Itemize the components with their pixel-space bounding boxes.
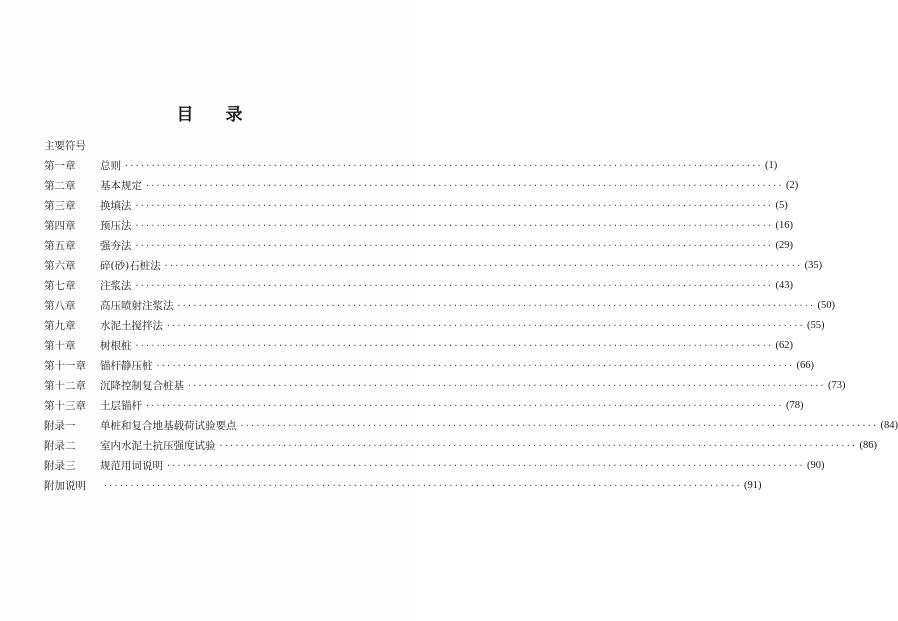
toc-entry-title: 基本规定 <box>100 180 142 192</box>
toc-entry-page: (73) <box>827 380 846 391</box>
toc-leader-dots: ························································································································ <box>103 481 741 490</box>
title-char-right: 录 <box>225 105 243 125</box>
toc-entry-number: 第一章 <box>44 160 76 172</box>
toc-entry-page: (90) <box>806 460 825 471</box>
toc-heading: 主要符号 <box>44 140 86 152</box>
toc-entry-number: 附录一 <box>44 420 76 432</box>
toc-leader-dots: ························································································································ <box>166 321 804 330</box>
toc-entry-title: 单桩和复合地基载荷试验要点 <box>100 420 237 432</box>
toc-entry-number: 第九章 <box>44 320 76 332</box>
toc-entry-number: 附录二 <box>44 440 76 452</box>
toc-entry <box>44 296 835 316</box>
toc-leader-dots: ························································································································ <box>134 281 773 290</box>
toc-entry-page: (43) <box>775 280 793 291</box>
toc-entry-title: 预压法 <box>100 220 132 232</box>
toc-leader-dots: ························································································································ <box>134 241 773 250</box>
page-title <box>0 100 419 125</box>
toc-entry <box>44 376 846 396</box>
toc-entry <box>44 156 778 176</box>
toc-leader-dots: ························································································································ <box>187 381 825 390</box>
toc-entry-number: 第五章 <box>44 240 76 252</box>
toc-entry-number: 第三章 <box>44 200 76 212</box>
toc-leader-dots: ························································································································ <box>134 341 773 350</box>
toc-entry-title: 沉降控制复合桩基 <box>100 380 184 392</box>
toc-entry-page: (2) <box>785 180 799 191</box>
toc-entry <box>44 336 793 356</box>
toc-entry-number: 第七章 <box>44 280 76 292</box>
toc-entry <box>44 436 877 456</box>
toc-list <box>44 156 898 496</box>
toc-leader-dots: ························································································································ <box>218 441 857 450</box>
toc-entry-title: 规范用词说明 <box>100 460 163 472</box>
toc-leader-dots: ························································································································ <box>124 161 762 170</box>
toc-entry-title: 锚杆静压桩 <box>100 360 153 372</box>
toc-entry-title: 高压喷射注浆法 <box>100 300 174 312</box>
toc-entry-title: 注浆法 <box>100 280 132 292</box>
toc-leader-dots: ························································································································ <box>155 361 794 370</box>
toc-entry-page: (55) <box>806 320 825 331</box>
toc-entry-page: (86) <box>859 440 877 451</box>
toc-entry <box>44 316 825 336</box>
toc-leader-dots: ························································································································ <box>163 261 802 270</box>
toc-entry-page: (62) <box>775 340 793 351</box>
toc-entry-number: 第十一章 <box>44 360 86 372</box>
toc-leader-dots: ························································································································ <box>145 181 783 190</box>
toc-entry <box>44 196 788 216</box>
toc-entry-title: 室内水泥土抗压强度试验 <box>100 440 216 452</box>
toc-entry-number: 附加说明 <box>44 480 86 492</box>
toc-entry-page: (35) <box>804 260 823 271</box>
title-char-left: 目 <box>176 105 194 125</box>
toc-entry <box>44 416 898 436</box>
toc-entry <box>44 356 814 376</box>
toc-entry-title: 土层锚杆 <box>100 400 142 412</box>
toc-entry-number: 第二章 <box>44 180 76 192</box>
toc-entry <box>44 396 804 416</box>
table-of-contents <box>44 136 898 496</box>
toc-entry-title: 碎(砂)石桩法 <box>100 260 161 272</box>
toc-leader-dots: ························································································································ <box>134 221 773 230</box>
toc-entry-number: 附录三 <box>44 460 76 472</box>
toc-entry-page: (5) <box>775 200 788 211</box>
toc-entry-page: (16) <box>775 220 793 231</box>
toc-leader-dots: ························································································································ <box>176 301 815 310</box>
toc-entry <box>44 216 793 236</box>
toc-entry-number: 第十章 <box>44 340 76 352</box>
toc-entry <box>44 456 825 476</box>
toc-leader-dots: ························································································································ <box>134 201 773 210</box>
toc-entry <box>44 236 793 256</box>
toc-entry-title: 树根桩 <box>100 340 132 352</box>
toc-entry <box>44 256 823 276</box>
toc-entry-page: (91) <box>743 480 762 491</box>
toc-entry-number: 第十三章 <box>44 400 86 412</box>
toc-entry-page: (66) <box>796 360 814 371</box>
toc-leader-dots: ························································································································ <box>145 401 783 410</box>
toc-entry-number: 第四章 <box>44 220 76 232</box>
toc-entry-title: 水泥土搅拌法 <box>100 320 163 332</box>
toc-entry-number: 第十二章 <box>44 380 86 392</box>
toc-entry-title: 换填法 <box>100 200 132 212</box>
toc-leader-dots: ························································································································ <box>239 421 878 430</box>
toc-entry <box>44 476 762 496</box>
toc-entry <box>44 176 799 196</box>
toc-leader-dots: ························································································································ <box>166 461 804 470</box>
toc-entry-number: 第八章 <box>44 300 76 312</box>
toc-entry-title: 总则 <box>100 160 121 172</box>
toc-entry-page: (84) <box>880 420 898 431</box>
toc-entry-title: 强夯法 <box>100 240 132 252</box>
toc-entry-page: (50) <box>817 300 835 311</box>
toc-entry-page: (1) <box>764 160 778 171</box>
toc-entry-page: (78) <box>785 400 804 411</box>
toc-entry-number: 第六章 <box>44 260 76 272</box>
toc-entry <box>44 276 793 296</box>
toc-entry-page: (29) <box>775 240 793 251</box>
